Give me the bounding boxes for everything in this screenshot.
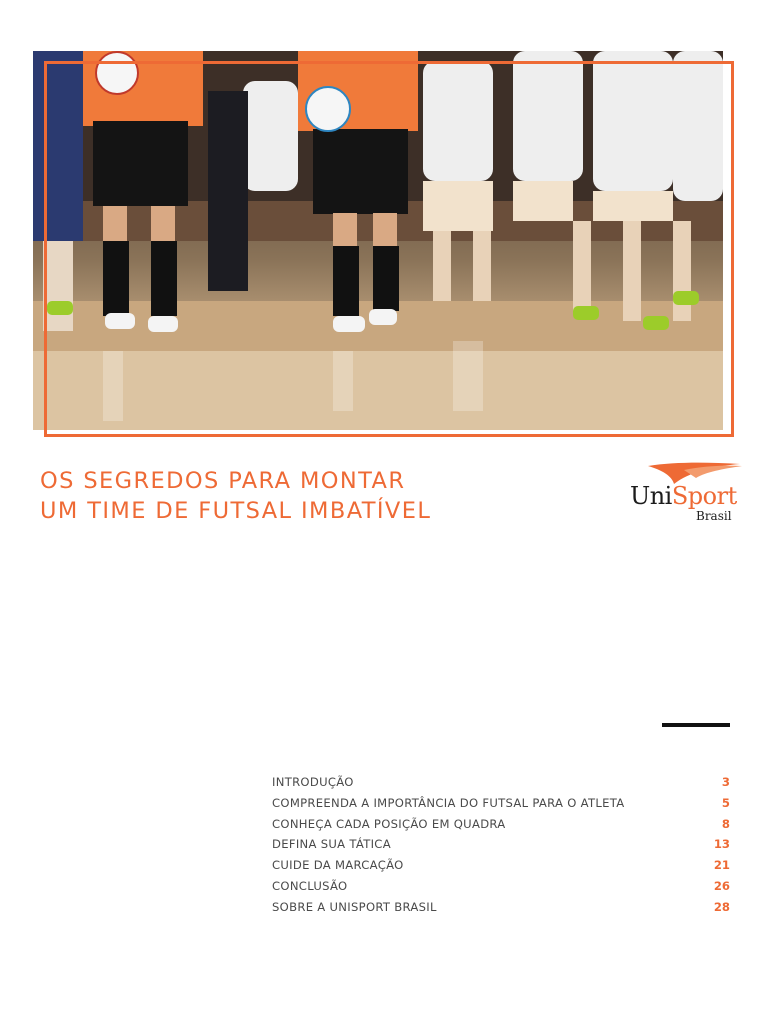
toc-item[interactable] [272, 772, 730, 793]
title-line-2: UM TIME DE FUTSAL IMBATÍVEL [40, 498, 432, 524]
toc-item-page: 5 [721, 795, 730, 810]
toc-item-page: 21 [713, 858, 730, 873]
title-line-1: OS SEGREDOS PARA MONTAR [40, 468, 406, 494]
toc-item-label: INTRODUÇÃO [272, 775, 354, 789]
toc-item-label: SOBRE A UNISPORT BRASIL [272, 899, 437, 914]
toc-item-label: CONCLUSÃO [272, 878, 348, 893]
toc-item[interactable] [272, 834, 730, 855]
toc-item-label: CONHEÇA CADA POSIÇÃO EM QUADRA [272, 816, 506, 831]
toc-item[interactable] [272, 897, 730, 918]
toc-item-page: 3 [721, 775, 730, 789]
section-divider [662, 723, 730, 727]
toc-item[interactable] [272, 855, 730, 876]
toc-item-page: 13 [713, 837, 730, 852]
toc-item[interactable] [272, 876, 730, 897]
toc-item[interactable] [272, 814, 730, 835]
logo-sport: Sport [671, 482, 737, 510]
toc-item-label: COMPREENDA A IMPORTÂNCIA DO FUTSAL PARA O ATLETA [272, 795, 625, 810]
unisport-logo [626, 460, 744, 526]
logo-uni: Uni [630, 482, 672, 510]
logo-subtitle: Brasil [696, 509, 732, 523]
hero-orange-frame [44, 61, 734, 437]
document-title [40, 466, 560, 526]
toc-item-label: CUIDE DA MARCAÇÃO [272, 858, 404, 873]
toc-item-page: 26 [713, 878, 730, 893]
toc-item-label: DEFINA SUA TÁTICA [272, 837, 391, 852]
logo-wordmark [630, 482, 737, 510]
table-of-contents [272, 772, 730, 918]
toc-item[interactable] [272, 793, 730, 814]
toc-item-page: 8 [721, 816, 730, 831]
toc-item-page: 28 [713, 899, 730, 914]
